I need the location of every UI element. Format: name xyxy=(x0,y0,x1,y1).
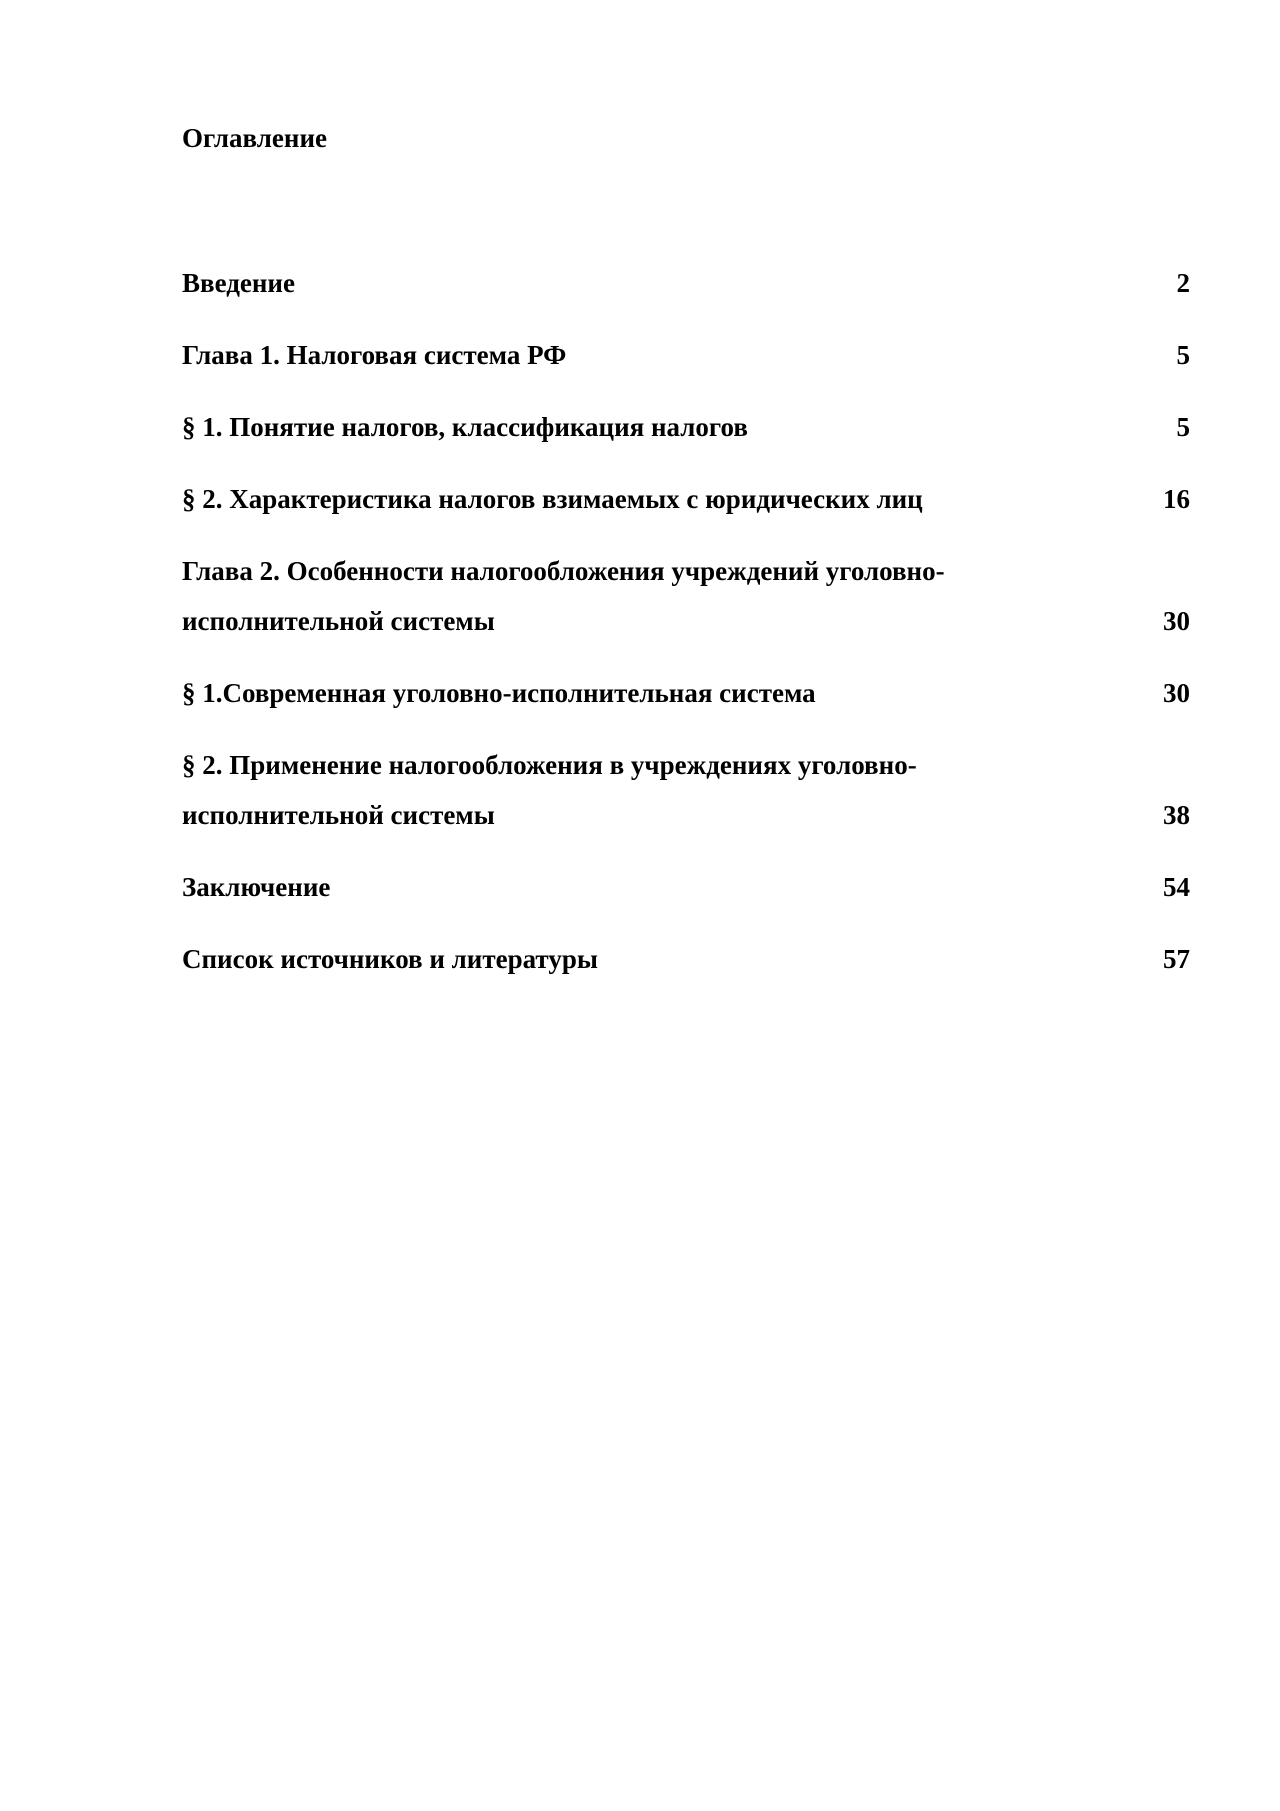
toc-entry-introduction xyxy=(182,258,1190,308)
toc-entry-chapter-1 xyxy=(182,330,1190,380)
toc-entry-chapter-1-section-2 xyxy=(182,474,1190,524)
toc-entry-page: 5 xyxy=(1176,340,1190,370)
toc-entry-title: § 2. Применение налогообложения в учреждениях уголовно-исполнительной системы xyxy=(182,750,917,830)
toc-entry-chapter-2-section-2 xyxy=(182,740,1190,840)
toc-entry-page: 54 xyxy=(1163,872,1190,902)
toc-entry-title: § 1.Современная уголовно-исполнительная система xyxy=(182,678,816,708)
toc-entry-page: 2 xyxy=(1176,268,1190,298)
table-of-contents xyxy=(182,258,1190,1006)
toc-entry-title: § 1. Понятие налогов, классификация налогов xyxy=(182,412,748,442)
toc-entry-title: Глава 2. Особенности налогообложения учреждений уголовно-исполнительной системы xyxy=(182,556,945,636)
toc-entry-title: Глава 1. Налоговая система РФ xyxy=(182,340,567,370)
toc-entry-page: 38 xyxy=(1163,800,1190,830)
toc-entry-chapter-2 xyxy=(182,546,1190,646)
toc-entry-title: § 2. Характеристика налогов взимаемых с юридических лиц xyxy=(182,484,923,514)
toc-entry-page: 16 xyxy=(1163,484,1190,514)
toc-entry-bibliography xyxy=(182,934,1190,984)
toc-entry-title: Введение xyxy=(182,268,295,298)
toc-entry-conclusion xyxy=(182,862,1190,912)
toc-entry-chapter-2-section-1 xyxy=(182,668,1190,718)
page-title: Оглавление xyxy=(182,123,327,153)
toc-entry-page: 5 xyxy=(1176,412,1190,442)
toc-entry-title: Список источников и литературы xyxy=(182,944,598,974)
toc-entry-chapter-1-section-1 xyxy=(182,402,1190,452)
toc-entry-page: 30 xyxy=(1163,606,1190,636)
toc-entry-page: 57 xyxy=(1163,944,1190,974)
toc-entry-page: 30 xyxy=(1163,678,1190,708)
toc-entry-title: Заключение xyxy=(182,872,331,902)
